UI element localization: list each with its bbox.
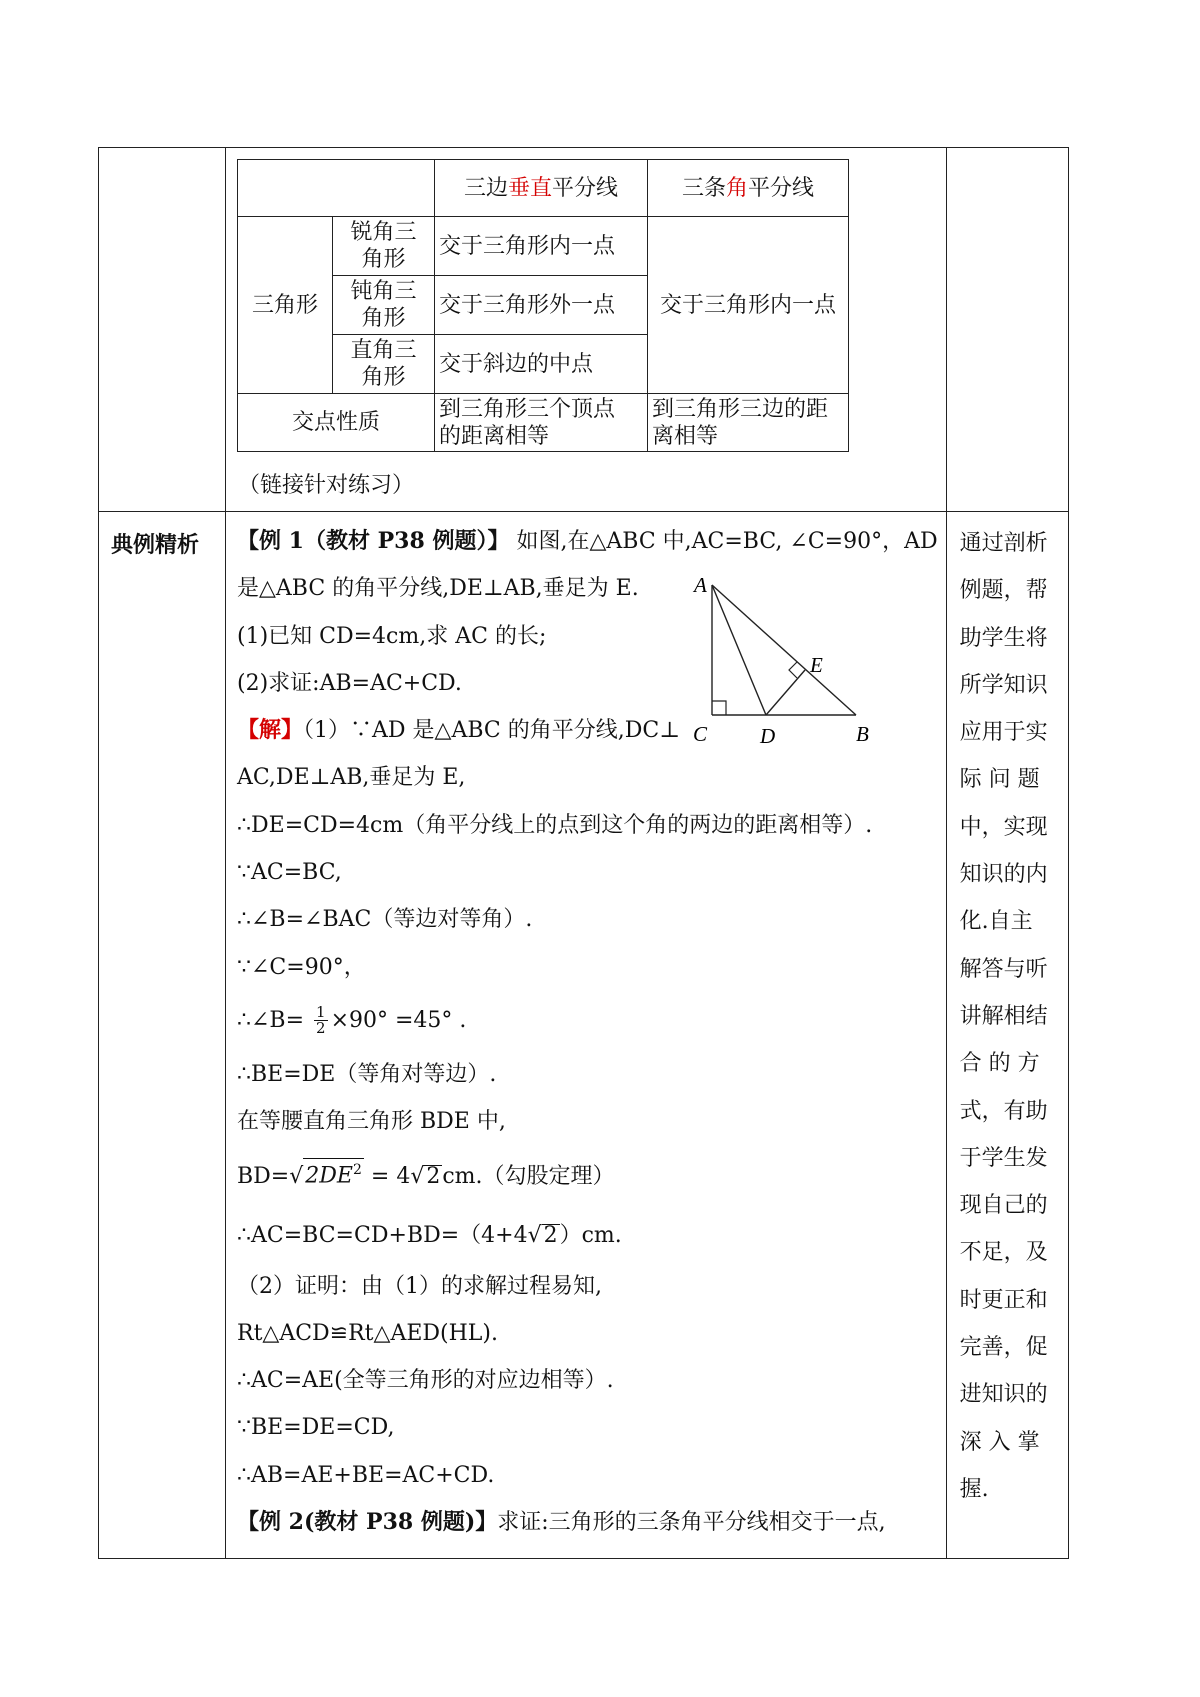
property-label: 交点性质: [238, 394, 435, 452]
label-b: B: [856, 722, 869, 746]
teaching-note-line: 通过剖析: [959, 531, 1048, 556]
sqrt-two: 2: [426, 1163, 441, 1189]
teaching-note: [960, 520, 1068, 1513]
teaching-note-line: 应用于实: [959, 720, 1048, 746]
solution-line2: AC,DE⊥AB,垂足为 E,: [237, 765, 466, 791]
example2-line: 【例 2(教材 P38 例题)】求证:三角形的三条角平分线相交于一点,: [237, 1509, 886, 1536]
example2-title: 【例 2(教材 P38 例题)】: [237, 1509, 498, 1536]
header-perpendicular-bisector: 三边垂直平分线: [435, 160, 648, 217]
example1-line3: (1)已知 CD=4cm,求 AC 的长;: [237, 623, 547, 649]
example1-title: 【例 1（教材 P38 例题）】: [237, 528, 510, 554]
example1-line2: 是△ABC 的角平分线,DE⊥AB,垂足为 E.: [237, 576, 639, 602]
property-perp-value: 到三角形三个顶点 的距离相等: [435, 394, 648, 452]
perpendicular-de: [766, 670, 805, 715]
sqrt-2de-squared: $2DE^2$: [303, 1158, 364, 1187]
label-a: A: [694, 573, 707, 597]
example-cell: [226, 512, 947, 1559]
empty-label-cell: [99, 148, 226, 512]
solution-line3: ∴DE=CD=4cm（角平分线上的点到这个角的两边的距离相等）.: [237, 812, 873, 838]
solution-line1: 【解】（1）∵AD 是△ABC 的角平分线,DC⊥: [237, 717, 680, 744]
right-angle-mark-c: [712, 701, 726, 715]
section-label: 典例精析: [99, 512, 226, 1559]
solution-line8: ∴BE=DE（等角对等边）.: [237, 1061, 497, 1087]
proof-line4: ∵BE=DE=CD,: [237, 1415, 395, 1441]
solution-line9: 在等腰直角三角形 BDE 中,: [237, 1109, 506, 1135]
bisector-ad: [712, 585, 766, 715]
solution-line6: ∵∠C=90°，: [237, 954, 366, 980]
proof-line5: ∴AB=AE+BE=AC+CD.: [237, 1462, 495, 1488]
obtuse-perp-value: 交于三角形外一点: [435, 276, 648, 335]
teaching-note-line: 握.: [959, 1476, 989, 1502]
empty-note-cell: [946, 148, 1068, 512]
lesson-table: [98, 147, 1069, 1559]
teaching-note-line: 时更正和: [959, 1287, 1048, 1313]
teaching-note-line: 例题，帮: [959, 578, 1048, 604]
triangle-group-label: 三角形: [238, 217, 333, 394]
label-d: D: [760, 724, 776, 748]
solution-line11: ∴AC=BC=CD+BD=（4+4√2）cm.: [237, 1222, 622, 1248]
label-c: C: [693, 722, 708, 746]
teaching-note-line: 知识的内: [959, 862, 1048, 888]
proof-line1: （2）证明：由（1）的求解过程易知,: [237, 1273, 602, 1299]
bisector-comparison-table: [237, 159, 849, 452]
label-e: E: [810, 653, 823, 677]
solution-label: 【解】: [237, 717, 304, 744]
teaching-note-line: 进知识的: [959, 1382, 1048, 1408]
header-angle-bisector: 三条角平分线: [648, 160, 849, 217]
link-practice-text: （链接针对练习）: [238, 473, 415, 498]
example-content: [226, 512, 946, 1546]
triangle-figure: [688, 560, 908, 750]
sqrt-two-b: 2: [543, 1222, 558, 1248]
comparison-cell: [226, 148, 947, 512]
right-perp-value: 交于斜边的中点: [435, 335, 648, 394]
teaching-note-line: 式，有助: [959, 1098, 1048, 1124]
side-ab: [712, 585, 856, 715]
teaching-note-line: 讲解相结: [959, 1003, 1048, 1029]
teaching-note-line: 深 入 掌: [959, 1429, 1040, 1455]
row-type-acute: 锐角三 角形: [333, 217, 435, 276]
teaching-note-line: 现自己的: [959, 1193, 1048, 1219]
teaching-note-line: 所学知识: [959, 672, 1048, 698]
solution-line4: ∵AC=BC,: [237, 860, 342, 886]
example1-line1: 【例 1（教材 P38 例题）】 如图,在△ABC 中,AC=BC, ∠C=90°，AD: [237, 528, 938, 554]
teaching-note-line: 解答与听: [959, 956, 1048, 982]
proof-line3: ∴AC=AE(全等三角形的对应边相等）.: [237, 1368, 614, 1394]
fraction-one-half: $\frac{1}{2}$: [316, 1003, 326, 1038]
teaching-note-line: 中，实现: [959, 814, 1048, 840]
property-angle-value: 到三角形三边的距 离相等: [648, 394, 849, 452]
row-type-obtuse: 钝角三 角形: [333, 276, 435, 335]
angle-bisector-value: 交于三角形内一点: [648, 217, 849, 394]
right-angle-mark-e: [789, 662, 797, 678]
teaching-note-line: 化.自主: [959, 909, 1033, 935]
teaching-note-line: 际 问 题: [959, 767, 1040, 793]
teaching-note-line: 完善，促: [959, 1335, 1048, 1361]
example1-line4: (2)求证:AB=AC+CD.: [237, 670, 462, 696]
teaching-note-line: 合 的 方: [959, 1051, 1040, 1077]
teaching-note-cell: [946, 512, 1068, 1559]
header-empty-cell: [238, 160, 435, 217]
teaching-note-line: 不足，及: [959, 1240, 1048, 1266]
teaching-note-line: 助学生将: [959, 625, 1048, 651]
teaching-note-line: 于学生发: [959, 1145, 1048, 1171]
proof-line2: Rt△ACD≌Rt△AED(HL).: [237, 1320, 498, 1346]
acute-perp-value: 交于三角形内一点: [435, 217, 648, 276]
solution-line7: ∴∠B= $\frac{1}{2}$ ×90° =45° .: [237, 1003, 467, 1038]
solution-line10: $BD=√2DE^2 = 4√2cm$.（勾股定理）: [237, 1146, 938, 1208]
solution-line5: ∴∠B=∠BAC（等边对等角）.: [237, 907, 533, 933]
row-type-right: 直角三 角形: [333, 335, 435, 394]
